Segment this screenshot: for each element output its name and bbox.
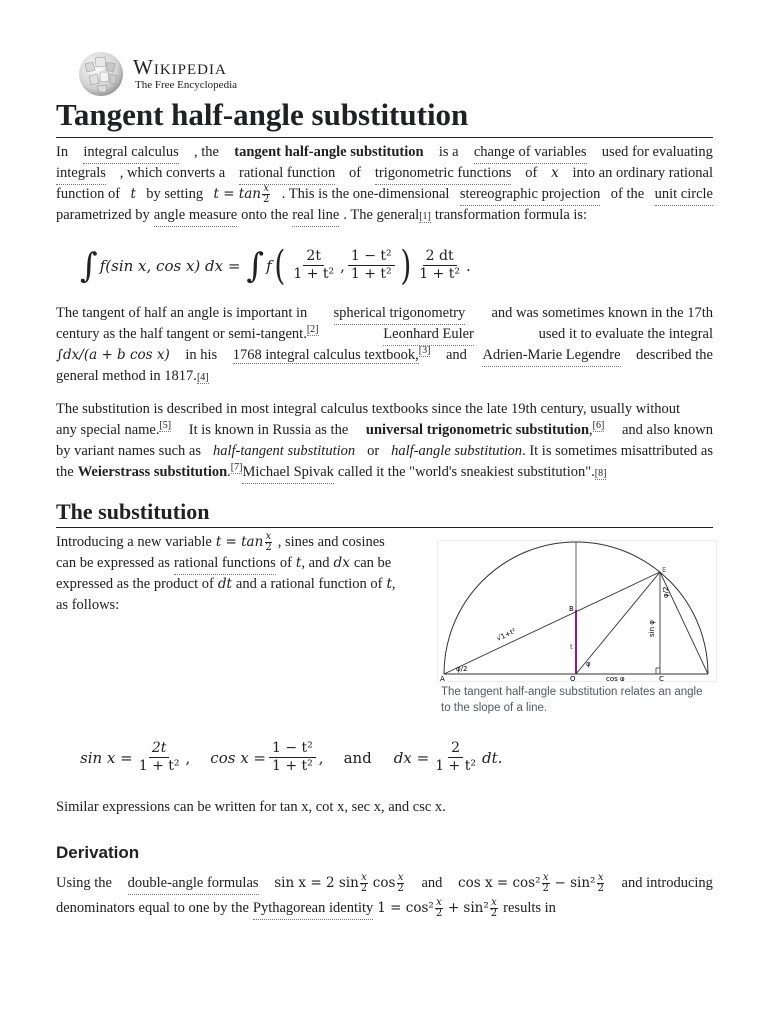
bold-term: tangent half-angle substitution [234, 144, 424, 160]
text: in his [185, 347, 218, 363]
label-B: B [569, 605, 574, 613]
ref-6[interactable]: [6] [592, 420, 605, 432]
math-pythagorean [377, 898, 499, 919]
frac-den: 2 [597, 883, 604, 895]
figure-caption: The tangent half-angle substitution relates an angle to the slope of a line. [441, 686, 703, 714]
intro-paragraph [56, 142, 713, 226]
dx-lhs: dx = [393, 748, 430, 767]
text: and introducing [621, 875, 713, 891]
fraction [269, 740, 316, 775]
formula-f: f [266, 256, 272, 275]
text: used it to evaluate the integral [538, 326, 713, 342]
page-title: Tangent half-angle substitution [56, 95, 713, 138]
intro-text: In [56, 144, 69, 160]
label-E: E [662, 566, 667, 574]
main-formula [80, 242, 471, 289]
subsection-heading-derivation: Derivation [56, 843, 140, 862]
section-heading-substitution: The substitution [56, 497, 713, 528]
text: and a rational function of [235, 576, 383, 592]
integral-sign: ∫ [80, 245, 98, 286]
integral-sign: ∫ [246, 245, 265, 286]
tagline: The Free Encyclopedia [135, 79, 238, 91]
link-legendre[interactable]: Adrien-Marie Legendre [482, 345, 620, 367]
math-x: x [551, 165, 559, 181]
text: the [56, 464, 74, 480]
text: It is known in Russia as the [188, 422, 349, 438]
fraction [136, 740, 183, 775]
frac-num: 2t [303, 248, 324, 266]
fraction [348, 248, 395, 283]
frac-num: 1 − t² [348, 248, 395, 266]
label-cos-phi: cos φ [606, 675, 625, 682]
frac-den: 2 [397, 883, 404, 895]
text: , and [301, 555, 330, 571]
intro-text: . The general [343, 207, 420, 223]
frac-num: 2t [149, 740, 170, 758]
intro-text: parametrized by [56, 207, 150, 223]
fraction [360, 873, 368, 894]
text: and [421, 875, 443, 891]
frac-num: 2 dt [423, 248, 457, 266]
text [233, 345, 431, 366]
label-phi-half-b: φ/2 [662, 586, 670, 598]
fraction [542, 873, 550, 894]
math-expr: + sin² [447, 900, 489, 916]
link-integrals[interactable]: integrals [56, 163, 106, 185]
intro-text: of the [610, 186, 645, 202]
text: described the [636, 347, 713, 363]
frac-den: 1 + t² [419, 266, 461, 282]
italic-term: half-tangent substitution [212, 443, 356, 459]
frac-den: 1 + t² [293, 266, 335, 282]
intro-text: into an ordinary rational [572, 165, 713, 181]
ref-3[interactable]: [3] [418, 345, 431, 357]
ref-7[interactable]: [7] [230, 462, 243, 474]
frac-den: 2 [490, 908, 498, 920]
frac-den: 2 [262, 194, 270, 206]
label-sqrt: √1+t² [495, 626, 518, 643]
link-1768-textbook[interactable]: 1768 integral calculus textbook, [232, 347, 419, 363]
intro-text: used for evaluating [601, 144, 713, 160]
text-part: . [227, 464, 231, 480]
fraction [596, 873, 604, 894]
text: Introducing a new variable [56, 534, 212, 550]
link-rational-function[interactable]: rational function [239, 163, 335, 185]
intro-text: . This is the one-dimensional [281, 186, 450, 202]
link-trigonometric-functions[interactable]: trigonometric functions [375, 163, 512, 185]
math-dt: dt [217, 576, 232, 592]
text: , sines and cosines [277, 534, 385, 550]
comma: , [318, 748, 324, 767]
figure-half-angle [433, 540, 713, 716]
fraction [435, 898, 443, 919]
frac-num: 1 − t² [269, 740, 316, 758]
text: and was sometimes known in the 17th [491, 305, 713, 321]
wordmark: Wikipedia [133, 55, 227, 79]
frac-den: 2 [435, 908, 443, 920]
frac-num: x [265, 531, 272, 543]
label-t: t [570, 643, 573, 651]
math-expr: t = tan [215, 534, 264, 550]
math-t: t [295, 555, 302, 571]
italic-term: half-angle substitution [391, 443, 523, 459]
text: and [445, 347, 467, 363]
text [391, 441, 713, 462]
dx-end: dt. [481, 748, 503, 767]
wikipedia-globe-logo[interactable] [75, 50, 127, 98]
link-integral-calculus[interactable]: integral calculus [83, 142, 178, 164]
fraction [262, 184, 270, 205]
period: . [466, 256, 471, 275]
right-paren: ) [399, 242, 411, 289]
bold-term: universal trigonometric substitution [365, 422, 590, 438]
text: expressed as the product of [56, 576, 214, 592]
paragraph-names [56, 399, 713, 483]
label-O: O [570, 675, 576, 682]
text [56, 324, 319, 345]
link-pythagorean-identity[interactable]: Pythagorean identity [253, 898, 373, 920]
math-t-tan-half-x [213, 184, 271, 205]
fraction [290, 248, 337, 283]
math-expr: cos [372, 875, 396, 891]
link-leonhard-euler[interactable]: Leonhard Euler [383, 324, 474, 346]
ref-4[interactable]: [4] [196, 372, 209, 383]
label-sin-phi: sin φ [648, 620, 656, 637]
link-rational-functions[interactable]: rational functions [174, 553, 276, 575]
text: can be [353, 555, 392, 571]
intro-text: by setting [146, 186, 204, 202]
math-dx: dx [333, 555, 350, 571]
math-t: t [130, 186, 136, 202]
fraction [264, 532, 272, 553]
cos-lhs: cos x = [210, 748, 266, 767]
text: general method in 1817. [56, 368, 197, 384]
fraction [396, 873, 404, 894]
text: The substitution is described in most integral calculus textbooks since the late 19th century, usually without [56, 401, 681, 417]
and-word: and [343, 748, 372, 767]
math-expr: cos x = cos² [458, 875, 541, 891]
text: results in [503, 900, 556, 916]
text [56, 420, 171, 441]
link-double-angle-formulas[interactable]: double-angle formulas [128, 873, 259, 895]
intro-text: function of [56, 186, 121, 202]
link-angle-measure[interactable]: angle measure [154, 205, 237, 227]
frac-num: x [397, 872, 404, 884]
comma: , [185, 748, 191, 767]
derivation-paragraph [56, 873, 713, 919]
text: Similar expressions can be written for tan x, cot x, sec x, and csc x. [56, 799, 446, 815]
label-C: C [659, 675, 664, 682]
text: denominators equal to one by the [56, 900, 249, 916]
frac-den: 2 [360, 883, 368, 895]
intro-text: is a [438, 144, 459, 160]
link-stereographic-projection[interactable]: stereographic projection [460, 184, 601, 206]
fraction [490, 898, 498, 919]
math-cos-double [458, 873, 606, 894]
site-header [75, 50, 375, 100]
text-part: , [589, 422, 593, 438]
text: and also known [621, 422, 713, 438]
sin-lhs: sin x = [80, 748, 133, 767]
label-A: A [440, 675, 445, 682]
link-spherical-trigonometry[interactable]: spherical trigonometry [334, 303, 466, 325]
math-expr: t = tan [213, 186, 261, 202]
frac-num: x [361, 872, 367, 884]
formula-lhs: f(sin x, cos x) dx = [99, 256, 241, 275]
text-part: any special name. [56, 422, 160, 438]
text-part: . It is sometimes misattributed as [522, 443, 713, 459]
math-expr: − sin² [554, 875, 596, 891]
text: as follows: [56, 597, 120, 613]
text: or [367, 443, 380, 459]
intro-text: transformation formula is: [434, 207, 588, 223]
frac-num: x [491, 897, 497, 909]
half-angle-diagram[interactable] [437, 540, 717, 682]
link-unit-circle[interactable]: unit circle [655, 184, 713, 206]
frac-num: x [436, 897, 442, 909]
intro-text: , which converts a [119, 165, 226, 181]
label-phi: φ [586, 660, 591, 668]
math-integral: ∫dx/(a + b cos x) [56, 347, 170, 363]
frac-den: 1 + t² [435, 758, 476, 774]
intro-text: of [349, 165, 362, 181]
ref-2[interactable]: [2] [306, 324, 319, 336]
link-michael-spivak[interactable]: Michael Spivak [242, 462, 333, 484]
label-phi-half-a: φ/2 [456, 665, 468, 673]
text: called it the "world's sneakiest substitution". [337, 464, 595, 480]
text: Using the [56, 875, 112, 891]
frac-den: 1 + t² [350, 266, 392, 282]
ref-5[interactable]: [5] [159, 420, 172, 432]
text: by variant names such as [56, 443, 201, 459]
text: can be expressed as [56, 555, 170, 571]
frac-den: 2 [265, 542, 272, 554]
ref-8[interactable]: [8] [594, 468, 607, 479]
math-t: t [386, 576, 392, 592]
link-real-line[interactable]: real line [292, 205, 339, 227]
text [366, 420, 604, 441]
text: of [279, 555, 292, 571]
frac-den: 1 + t² [272, 758, 313, 774]
math-expr: sin x = 2 sin [274, 875, 359, 891]
text: The tangent of half an angle is important in [56, 305, 308, 321]
intro-text: , the [194, 144, 219, 160]
frac-num: x [597, 872, 604, 884]
ref-1[interactable]: [1] [419, 211, 431, 222]
left-paren: ( [274, 242, 285, 289]
text-part: century as the half tangent or semi-tangent. [56, 326, 307, 342]
frac-den: 2 [542, 883, 549, 895]
bold-term: Weierstrass substitution [77, 464, 228, 480]
math-expr: 1 = cos² [377, 900, 434, 916]
text: , [391, 576, 396, 592]
frac-den: 1 + t² [138, 758, 180, 774]
math-t-tan-half-x [216, 532, 274, 553]
math-sin-double [274, 873, 406, 894]
substitution-formula [80, 740, 502, 775]
link-change-of-variables[interactable]: change of variables [474, 142, 587, 164]
fraction [416, 248, 463, 283]
similar-paragraph [56, 797, 713, 818]
substitution-paragraph [56, 532, 416, 616]
paragraph-history [56, 303, 713, 387]
intro-text: of [525, 165, 538, 181]
fraction [432, 740, 479, 775]
comma: , [340, 256, 345, 275]
frac-num: x [263, 183, 269, 195]
text [78, 462, 243, 483]
intro-text: onto the [241, 207, 289, 223]
frac-num: x [542, 872, 549, 884]
frac-num: 2 [448, 740, 463, 758]
